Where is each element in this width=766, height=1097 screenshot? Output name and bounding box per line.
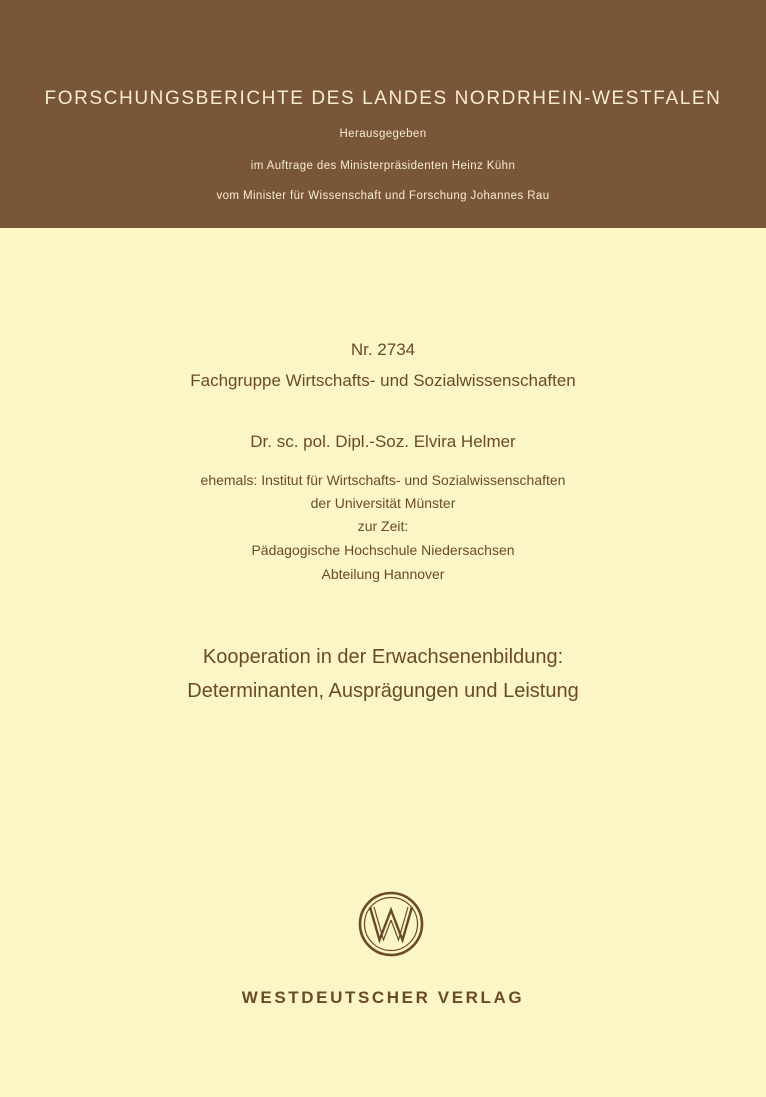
commission-text: im Auftrage des Ministerpräsidenten Heinz Kühn — [250, 160, 516, 172]
cover-body — [0, 228, 766, 1097]
ww-circle-logo-icon — [357, 890, 425, 958]
book-title-line: Kooperation in der Erwachsenenbildung: — [202, 646, 564, 668]
minister-text: vom Minister für Wissenschaft und Forschung Johannes Rau — [216, 190, 550, 202]
affiliation-line: ehemals: Institut für Wirtschafts- und Sozialwissenschaften — [200, 472, 566, 488]
book-title-line: Determinanten, Ausprägungen und Leistung — [187, 680, 579, 702]
affiliation-line: zur Zeit: — [357, 518, 409, 534]
subject-group: Fachgruppe Wirtschafts- und Sozialwissenschaften — [190, 371, 576, 390]
affiliation-line: Pädagogische Hochschule Niedersachsen — [251, 542, 515, 558]
publisher-name: WESTDEUTSCHER VERLAG — [241, 988, 525, 1007]
affiliation-line: der Universität Münster — [310, 495, 456, 511]
issued-by-text: Herausgegeben — [339, 128, 427, 140]
affiliation-line: Abteilung Hannover — [321, 566, 445, 582]
header-band — [0, 0, 766, 228]
author-name: Dr. sc. pol. Dipl.-Soz. Elvira Helmer — [250, 432, 516, 451]
report-number: Nr. 2734 — [350, 340, 416, 359]
series-title: FORSCHUNGSBERICHTE DES LANDES NORDRHEIN-WESTFALEN — [44, 88, 722, 109]
